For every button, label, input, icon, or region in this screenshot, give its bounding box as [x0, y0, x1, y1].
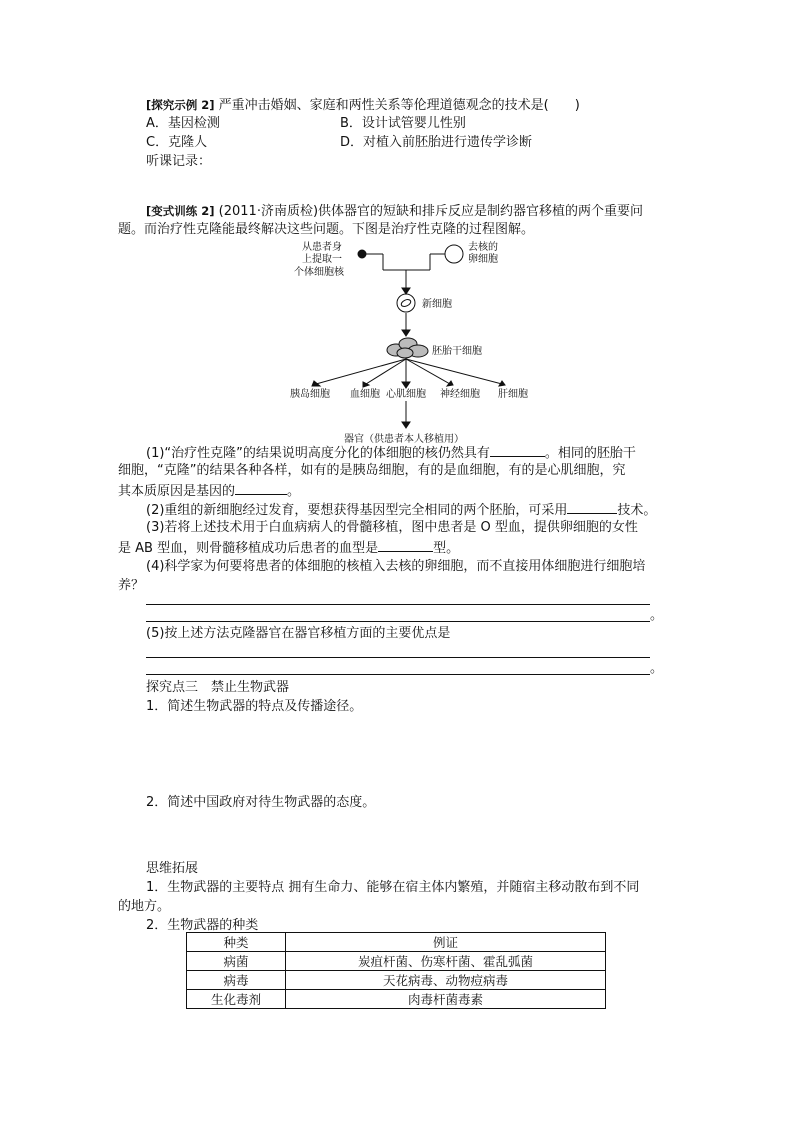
extension-item1-line2: 的地方。 — [118, 899, 171, 914]
new-cell-label: 新细胞 — [422, 299, 452, 310]
q4-period: 。 — [650, 608, 664, 623]
training2-line2: 题。而治疗性克隆能最终解决这些问题。下图是治疗性克隆的过程图解。 — [118, 222, 535, 237]
option-d: D．对植入前胚胎进行遗传学诊断 — [340, 135, 533, 150]
egg-cell-circle — [445, 245, 463, 263]
table-cell-example: 炭疽杆菌、伤寒杆菌、霍乱弧菌 — [286, 952, 606, 971]
q4-answer-line-1[interactable] — [146, 604, 650, 605]
q3-line2 — [118, 538, 459, 558]
q1-text-a: (1)“治疗性克隆”的结果说明高度分化的体细胞的核仍然具有 — [146, 446, 490, 461]
q3-blank[interactable] — [378, 538, 433, 552]
example2-question-line — [146, 96, 580, 115]
q3-text-c: 型。 — [433, 541, 460, 556]
q3-line1: (3)若将上述技术用于白血病病人的骨髓移植，图中患者是 O 型血，提供卵细胞的女性 — [146, 520, 638, 535]
table-cell-example: 肉毒杆菌毒素 — [286, 990, 606, 1009]
q4-line1: (4)科学家为何要将患者的体细胞的核植入去核的卵细胞，而不直接用体细胞进行细胞培 — [146, 559, 646, 574]
notes-label: 听课记录： — [146, 154, 212, 169]
option-b: B．设计试管婴儿性别 — [340, 116, 466, 131]
q4-line2: 养？ — [118, 578, 145, 593]
table-cell-type: 病菌 — [187, 952, 286, 971]
donor-label-3: 个体细胞核 — [294, 267, 344, 278]
training2-line1 — [146, 202, 643, 221]
q1-blank-1[interactable] — [490, 443, 545, 457]
table-cell-type: 生化毒剂 — [187, 990, 286, 1009]
output-cell-3: 神经细胞 — [440, 389, 480, 400]
q1-blank-2[interactable] — [235, 481, 287, 495]
output-cell-2: 心肌细胞 — [386, 389, 426, 400]
extension-item1-line1: 1．生物武器的主要特点 拥有生命力、能够在宿主体内繁殖，并随宿主移动散布到不同 — [146, 880, 640, 895]
q5-answer-line-2[interactable] — [146, 674, 650, 675]
stem-cell-label: 胚胎干细胞 — [432, 346, 482, 357]
option-a: A．基因检测 — [146, 116, 220, 131]
therapeutic-cloning-diagram — [280, 236, 540, 446]
organ-label: 器官（供患者本人移植用） — [344, 434, 464, 445]
table-cell-example: 天花病毒、动物痘病毒 — [286, 971, 606, 990]
option-c: C．克隆人 — [146, 135, 208, 150]
table-cell-type: 病毒 — [187, 971, 286, 990]
section3-title: 探究点三 禁止生物武器 — [146, 680, 290, 695]
table-header-example: 例证 — [286, 933, 606, 952]
bioweapon-types-table — [186, 932, 606, 1009]
q1-line2: 细胞，“克隆”的结果各种各样，如有的是胰岛细胞，有的是血细胞，有的是心肌细胞，究 — [118, 463, 626, 478]
q4-answer-line-2[interactable] — [146, 621, 650, 622]
q2-text-b: 技术。 — [617, 503, 657, 518]
q2-blank[interactable] — [567, 500, 617, 514]
q1-text-b: 。相同的胚胎干 — [544, 446, 636, 461]
q2-text-a: (2)重组的新细胞经过发育，要想获得基因型完全相同的两个胚胎，可采用 — [146, 503, 568, 518]
extension-item2: 2．生物武器的种类 — [146, 918, 259, 933]
table-row — [187, 952, 606, 971]
training2-tag: [变式训练 2] — [146, 204, 215, 218]
q1-line1 — [146, 443, 636, 463]
table-row — [187, 990, 606, 1009]
table-row — [187, 971, 606, 990]
donor-nucleus-dot — [358, 250, 366, 258]
egg-label-1: 去核的 — [468, 242, 498, 253]
training2-text1: (2011·济南质检)供体器官的短缺和排斥反应是制约器官移植的两个重要问 — [218, 204, 644, 219]
q1-line3 — [118, 481, 300, 501]
stem-cell-cluster — [387, 338, 428, 358]
q1-text-e: 。 — [287, 484, 301, 499]
q1-text-d: 其本质原因是基因的 — [118, 484, 236, 499]
new-cell-circle — [397, 294, 415, 312]
egg-label-2: 卵细胞 — [468, 254, 498, 265]
section3-item2: 2．简述中国政府对待生物武器的态度。 — [146, 795, 376, 810]
q5-period: 。 — [650, 661, 664, 676]
section3-item1: 1．简述生物武器的特点及传播途径。 — [146, 699, 363, 714]
q5-line: (5)按上述方法克隆器官在器官移植方面的主要优点是 — [146, 626, 451, 641]
q2-line — [146, 500, 656, 520]
output-cell-0: 胰岛细胞 — [290, 389, 330, 400]
table-header-row — [187, 933, 606, 952]
output-cell-4: 肝细胞 — [498, 389, 528, 400]
q3-text-b: 是 AB 型血，则骨髓移植成功后患者的血型是 — [118, 541, 379, 556]
output-cell-1: 血细胞 — [350, 389, 380, 400]
q5-answer-line-1[interactable] — [146, 657, 650, 658]
table-header-type: 种类 — [187, 933, 286, 952]
donor-label-1: 从患者身 — [302, 242, 342, 253]
example2-question: 严重冲击婚姻、家庭和两性关系等伦理道德观念的技术是( ) — [218, 98, 580, 113]
example2-tag: [探究示例 2] — [146, 98, 215, 112]
donor-label-2: 上提取一 — [302, 254, 342, 265]
extension-title: 思维拓展 — [146, 861, 199, 876]
